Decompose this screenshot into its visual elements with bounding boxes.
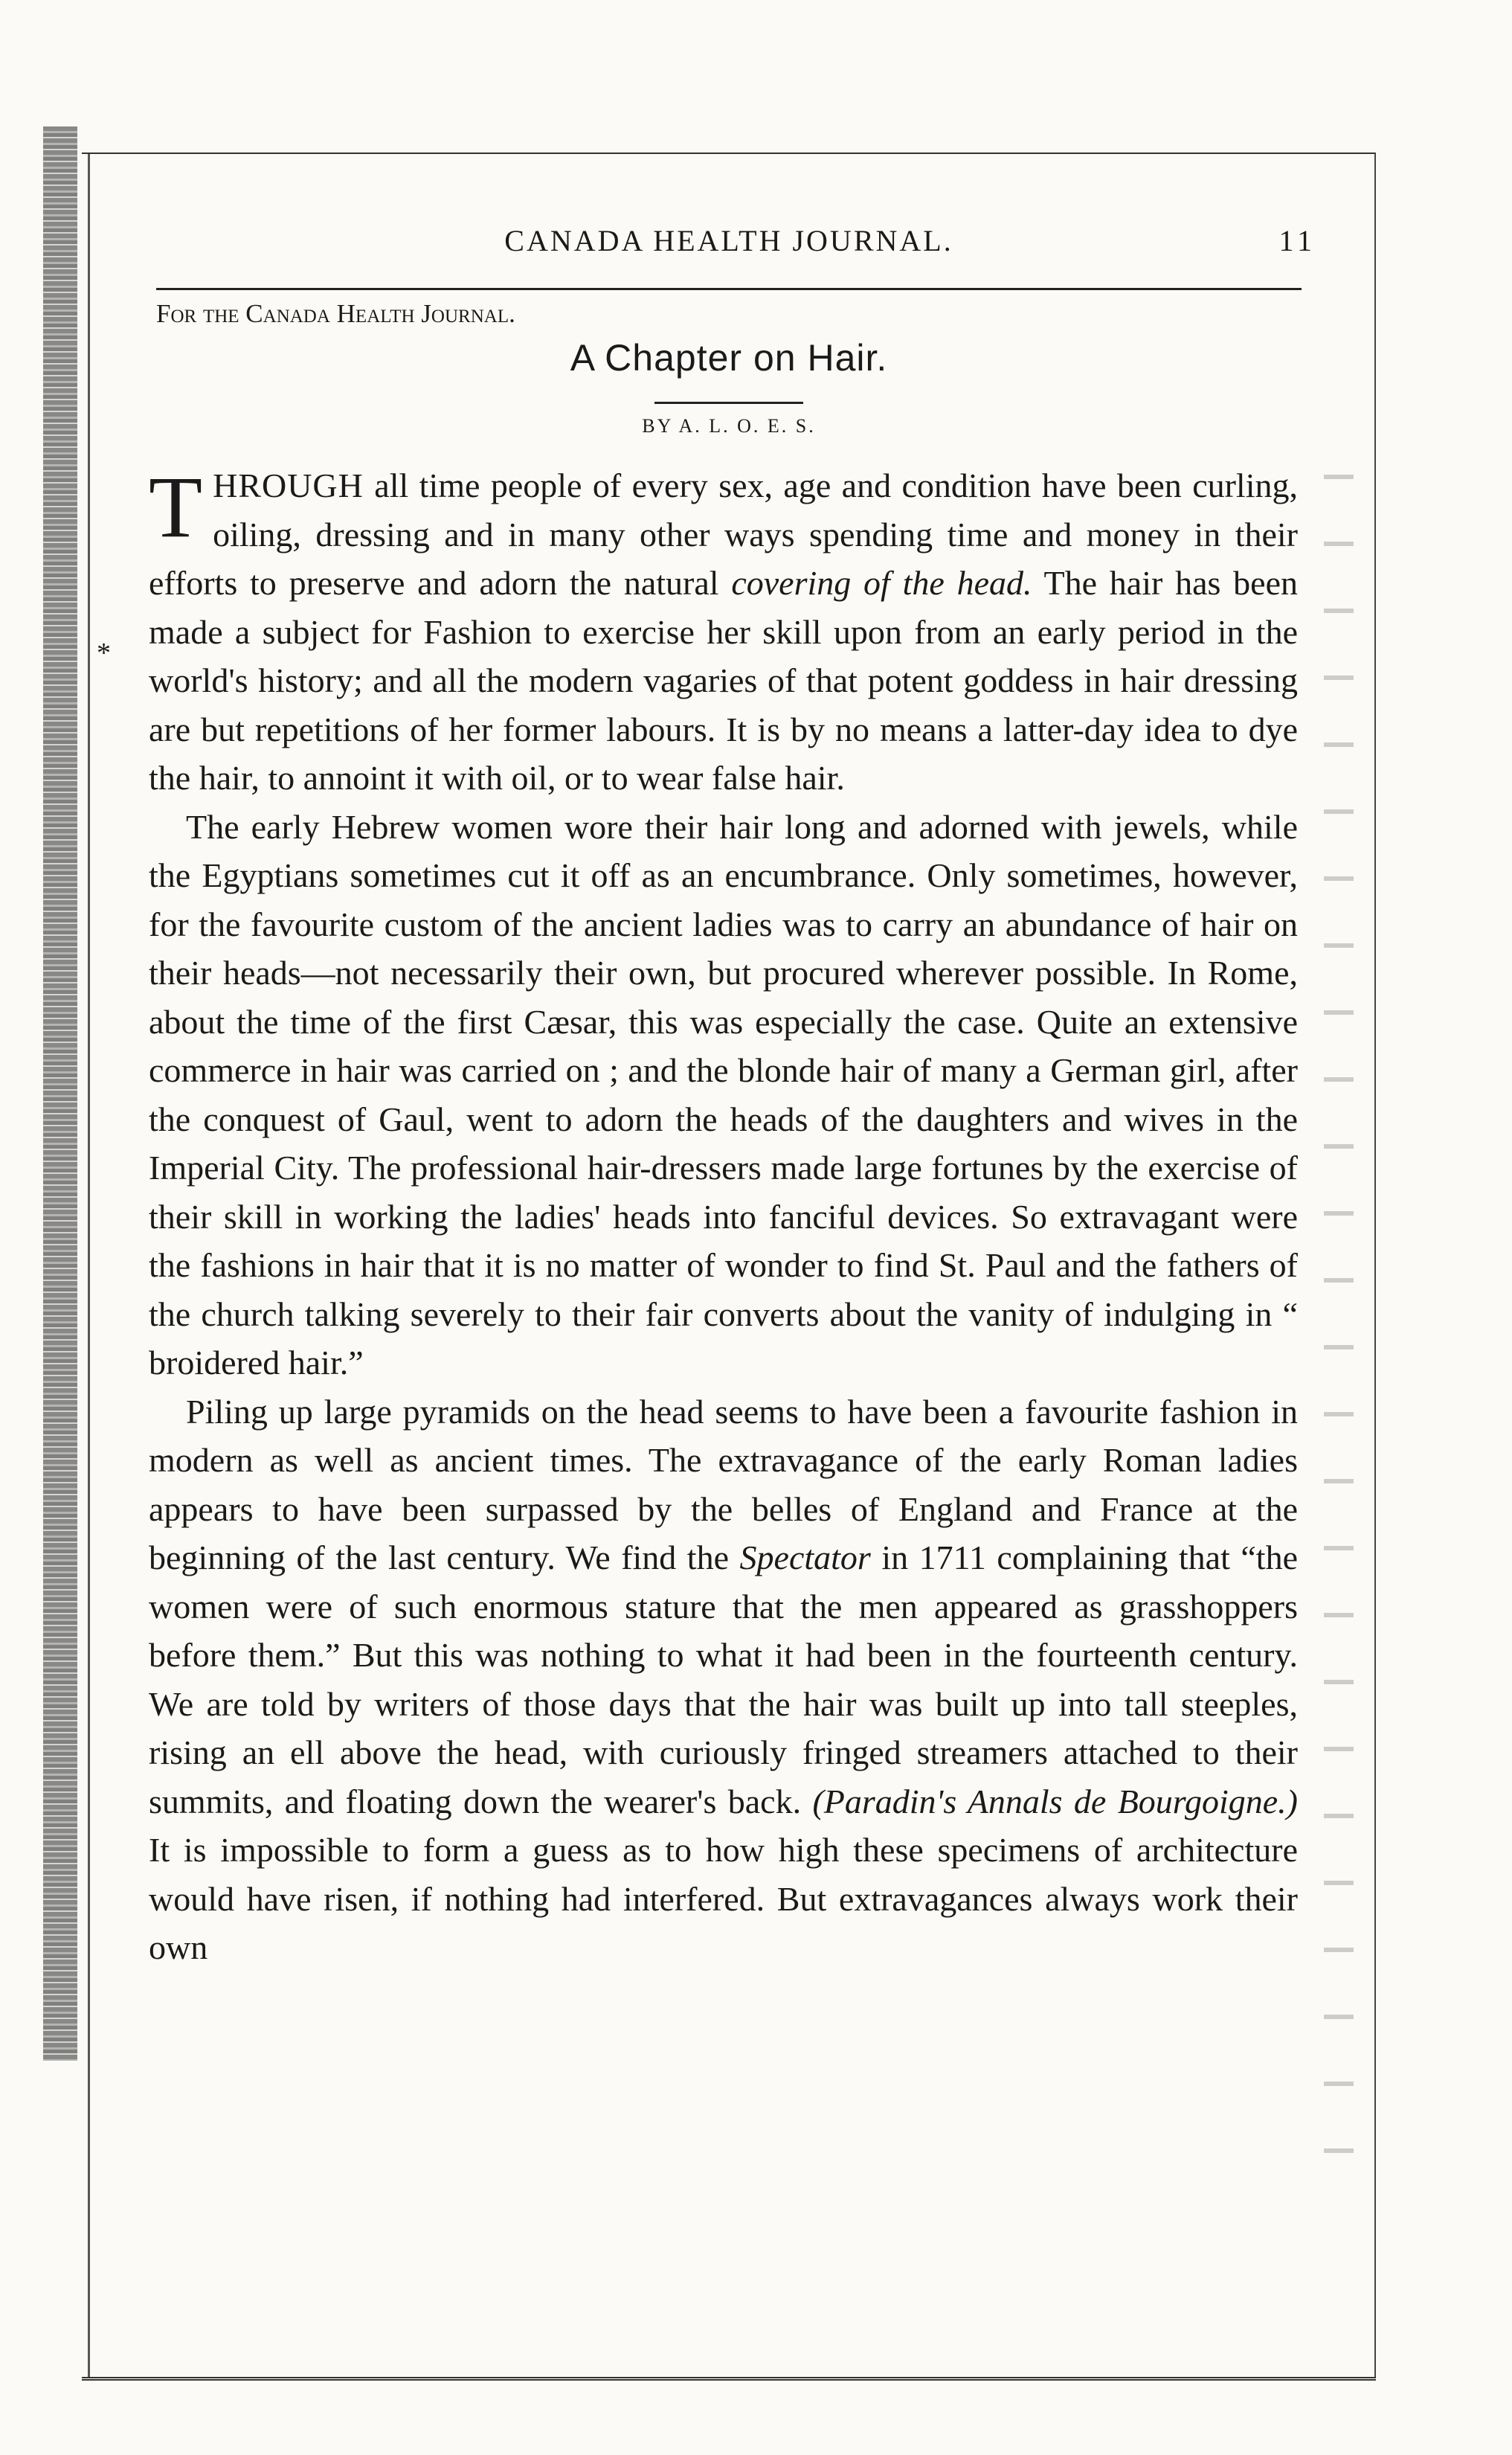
- page-frame-top: [82, 153, 1376, 154]
- article-title: A Chapter on Hair.: [570, 337, 888, 379]
- page-number: 11: [1278, 224, 1316, 257]
- page-header: [156, 223, 1316, 268]
- publication-credit: For the Canada Health Journal.: [156, 299, 515, 328]
- book-binding-edge: [43, 126, 77, 2061]
- paragraph-3: [149, 1387, 1298, 1972]
- lead-caps: HROUGH: [213, 466, 364, 504]
- article-body: [149, 458, 1299, 1972]
- paragraph-3-text-c: It is impossible to form a guess as to how high these specimens of architecture would have risen, if nothing had interfered. But extravagances always work their own: [149, 1831, 1298, 1966]
- paragraph-1-text-b: The hair has been made a subject for Fashion to exercise her skill upon from an early period in the world's history; and all the modern vagaries of that potent goddess in hair dressing are but repetitions of her former labours. It is by no means a latter-day idea to dye the hair, to annoint it with oil, or to wear false hair.: [149, 564, 1299, 797]
- page-frame-left: [88, 153, 90, 2377]
- header-rule: [156, 288, 1302, 290]
- margin-specks: [1324, 446, 1354, 2195]
- running-title: CANADA HEALTH JOURNAL.: [504, 224, 953, 257]
- spectator-title: Spectator: [739, 1538, 871, 1576]
- paragraph-1-italic: covering of the head.: [731, 564, 1032, 602]
- drop-cap: T: [149, 458, 203, 556]
- margin-mark: *: [97, 638, 111, 669]
- paragraph-1-text-a: all time people of every sex, age and condition have been curling, oiling, dressing and in many other ways spending time and money in their efforts to preserve and adorn the natural: [149, 466, 1298, 602]
- paragraph-1: [149, 458, 1299, 803]
- citation: (Paradin's Annals de Bourgoigne.): [812, 1782, 1299, 1820]
- paragraph-2: The early Hebrew women wore their hair long and adorned with jewels, while the Egyptians sometimes cut it off as an encumbrance. Only sometimes, however, for the favourite custom of the ancient ladies was to carry an abundance of hair on their heads—not necessarily their own, but procured wherever possible. In Rome, about the time of the first Cæsar, this was especially the case. Quite an extensive commerce in hair was carried on ; and the blonde hair of many a German girl, after the conquest of Gaul, went to adorn the heads of the daughters and wives in the Imperial City. The professional hair-dressers made large fortunes by the exercise of their skill in working the ladies' heads into fanciful devices. So extravagant were the fashions in hair that it is no matter of wonder to find St. Paul and the fathers of the church talking severely to their fair converts about the vanity of indulging in “ broidered hair.”: [149, 807, 1298, 1381]
- paragraph-3-text-b: in 1711 complaining that “the women were of such enormous stature that the men appeared as grasshoppers before them.” But this was nothing to what it had been in the fourteenth century. We are told by writers of those days that the hair was built up into tall steeples, rising an ell above the head, with curiously fringed streamers attached to their summits, and floating down the wearer's back.: [149, 1538, 1299, 1820]
- page-frame-right: [1374, 153, 1376, 2377]
- article-byline: BY A. L. O. E. S.: [642, 415, 816, 437]
- title-rule: [654, 402, 803, 404]
- paragraph-3-text-a: Piling up large pyramids on the head seems to have been a favourite fashion in modern as well as ancient times. The extravagance of the early Roman ladies appears to have been surpassed by the belles of England and France at the beginning of the last century. We find the: [149, 1392, 1298, 1576]
- page-frame-bottom: [82, 2377, 1376, 2381]
